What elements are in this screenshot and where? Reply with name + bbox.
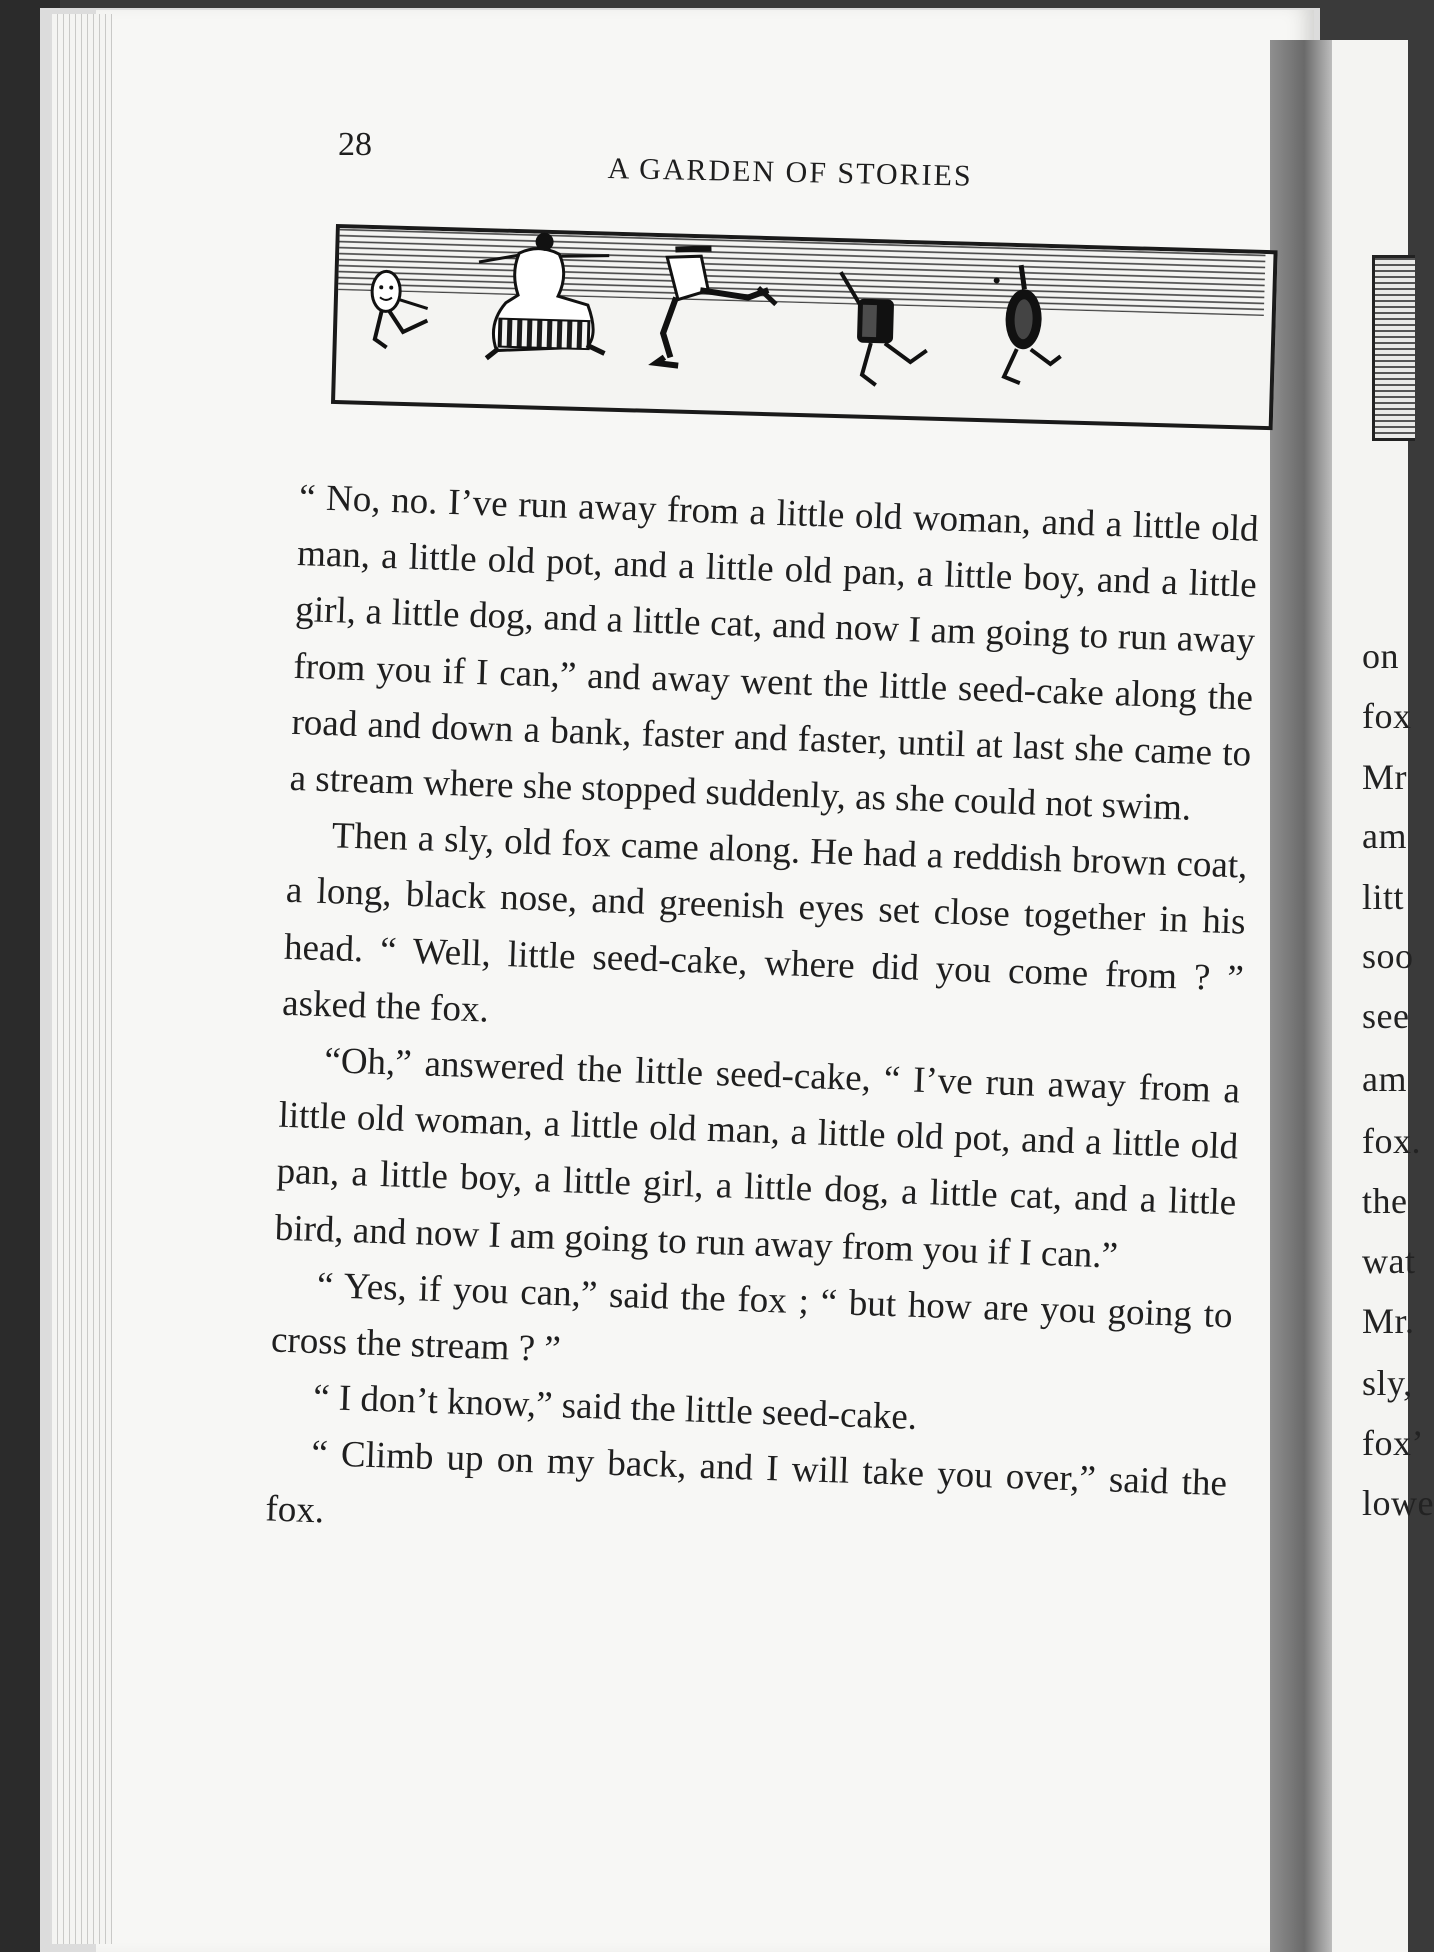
story-paragraph: Then a sly, old fox came along. He had a reddish brown coat, a long, black nose, and greenish eyes set close together in his head. “ Well, little seed-cake, where did you come from ? ” asked the fox.: [281, 815, 1249, 1031]
story-paragraph: “ Climb up on my back, and I will take you over,” said the fox.: [264, 1433, 1228, 1532]
story-text: [265, 470, 1260, 1569]
next-page-line-fragment: sly,: [1362, 1363, 1413, 1403]
page-number: 28: [338, 126, 372, 163]
story-paragraph: “ No, no. I’ve run away from a little old woman, and a little old man, a little old pot, and a little old pan, a little boy, and a little girl, a little dog, and a little cat, and now I am going to run away from you if I can,” and away went the little seed-cake along the road and down a bank, faster and faster, until at last she came to a stream where she stopped suddenly, as she could not swim.: [289, 476, 1260, 829]
next-page-line-fragment: litt: [1362, 877, 1405, 917]
next-page-line-fragment: am: [1362, 816, 1407, 856]
next-page-illustration: [1372, 255, 1415, 441]
story-paragraph: “Oh,” answered the little seed-cake, “ I’ve run away from a little old woman, a little old man, a little old pot, and a little old pan, a little boy, a little girl, a little dog, a little cat, and a little bird, and now I am going to run away from you if I can.”: [274, 1040, 1241, 1277]
next-page-line-fragment: am: [1362, 1059, 1407, 1099]
headpiece-illustration: [331, 224, 1278, 430]
next-page-line-fragment: fox: [1362, 696, 1412, 736]
next-page-line-fragment: lowe: [1362, 1483, 1434, 1523]
next-page-line-fragment: fox’: [1362, 1423, 1424, 1463]
next-page-line-fragment: on: [1362, 636, 1399, 676]
next-page-line-fragment: soo: [1362, 936, 1414, 976]
book-gutter: [1270, 40, 1332, 1952]
story-paragraph: “ I don’t know,” said the little seed-cake.: [312, 1377, 918, 1439]
next-page-line-fragment: wat: [1362, 1241, 1416, 1281]
next-page-line-fragment: fox.: [1362, 1121, 1421, 1161]
next-page-line-fragment: Mr.: [1362, 1301, 1415, 1341]
story-paragraph: “ Yes, if you can,” said the fox ; “ but how are you going to cross the stream ? ”: [270, 1264, 1234, 1371]
next-page-line-fragment: Mr: [1362, 757, 1407, 797]
next-page-line-fragment: see: [1362, 996, 1410, 1036]
running-title: A GARDEN OF STORIES: [607, 152, 973, 193]
page-edges: [52, 14, 112, 1944]
next-page-line-fragment: the: [1362, 1181, 1408, 1221]
